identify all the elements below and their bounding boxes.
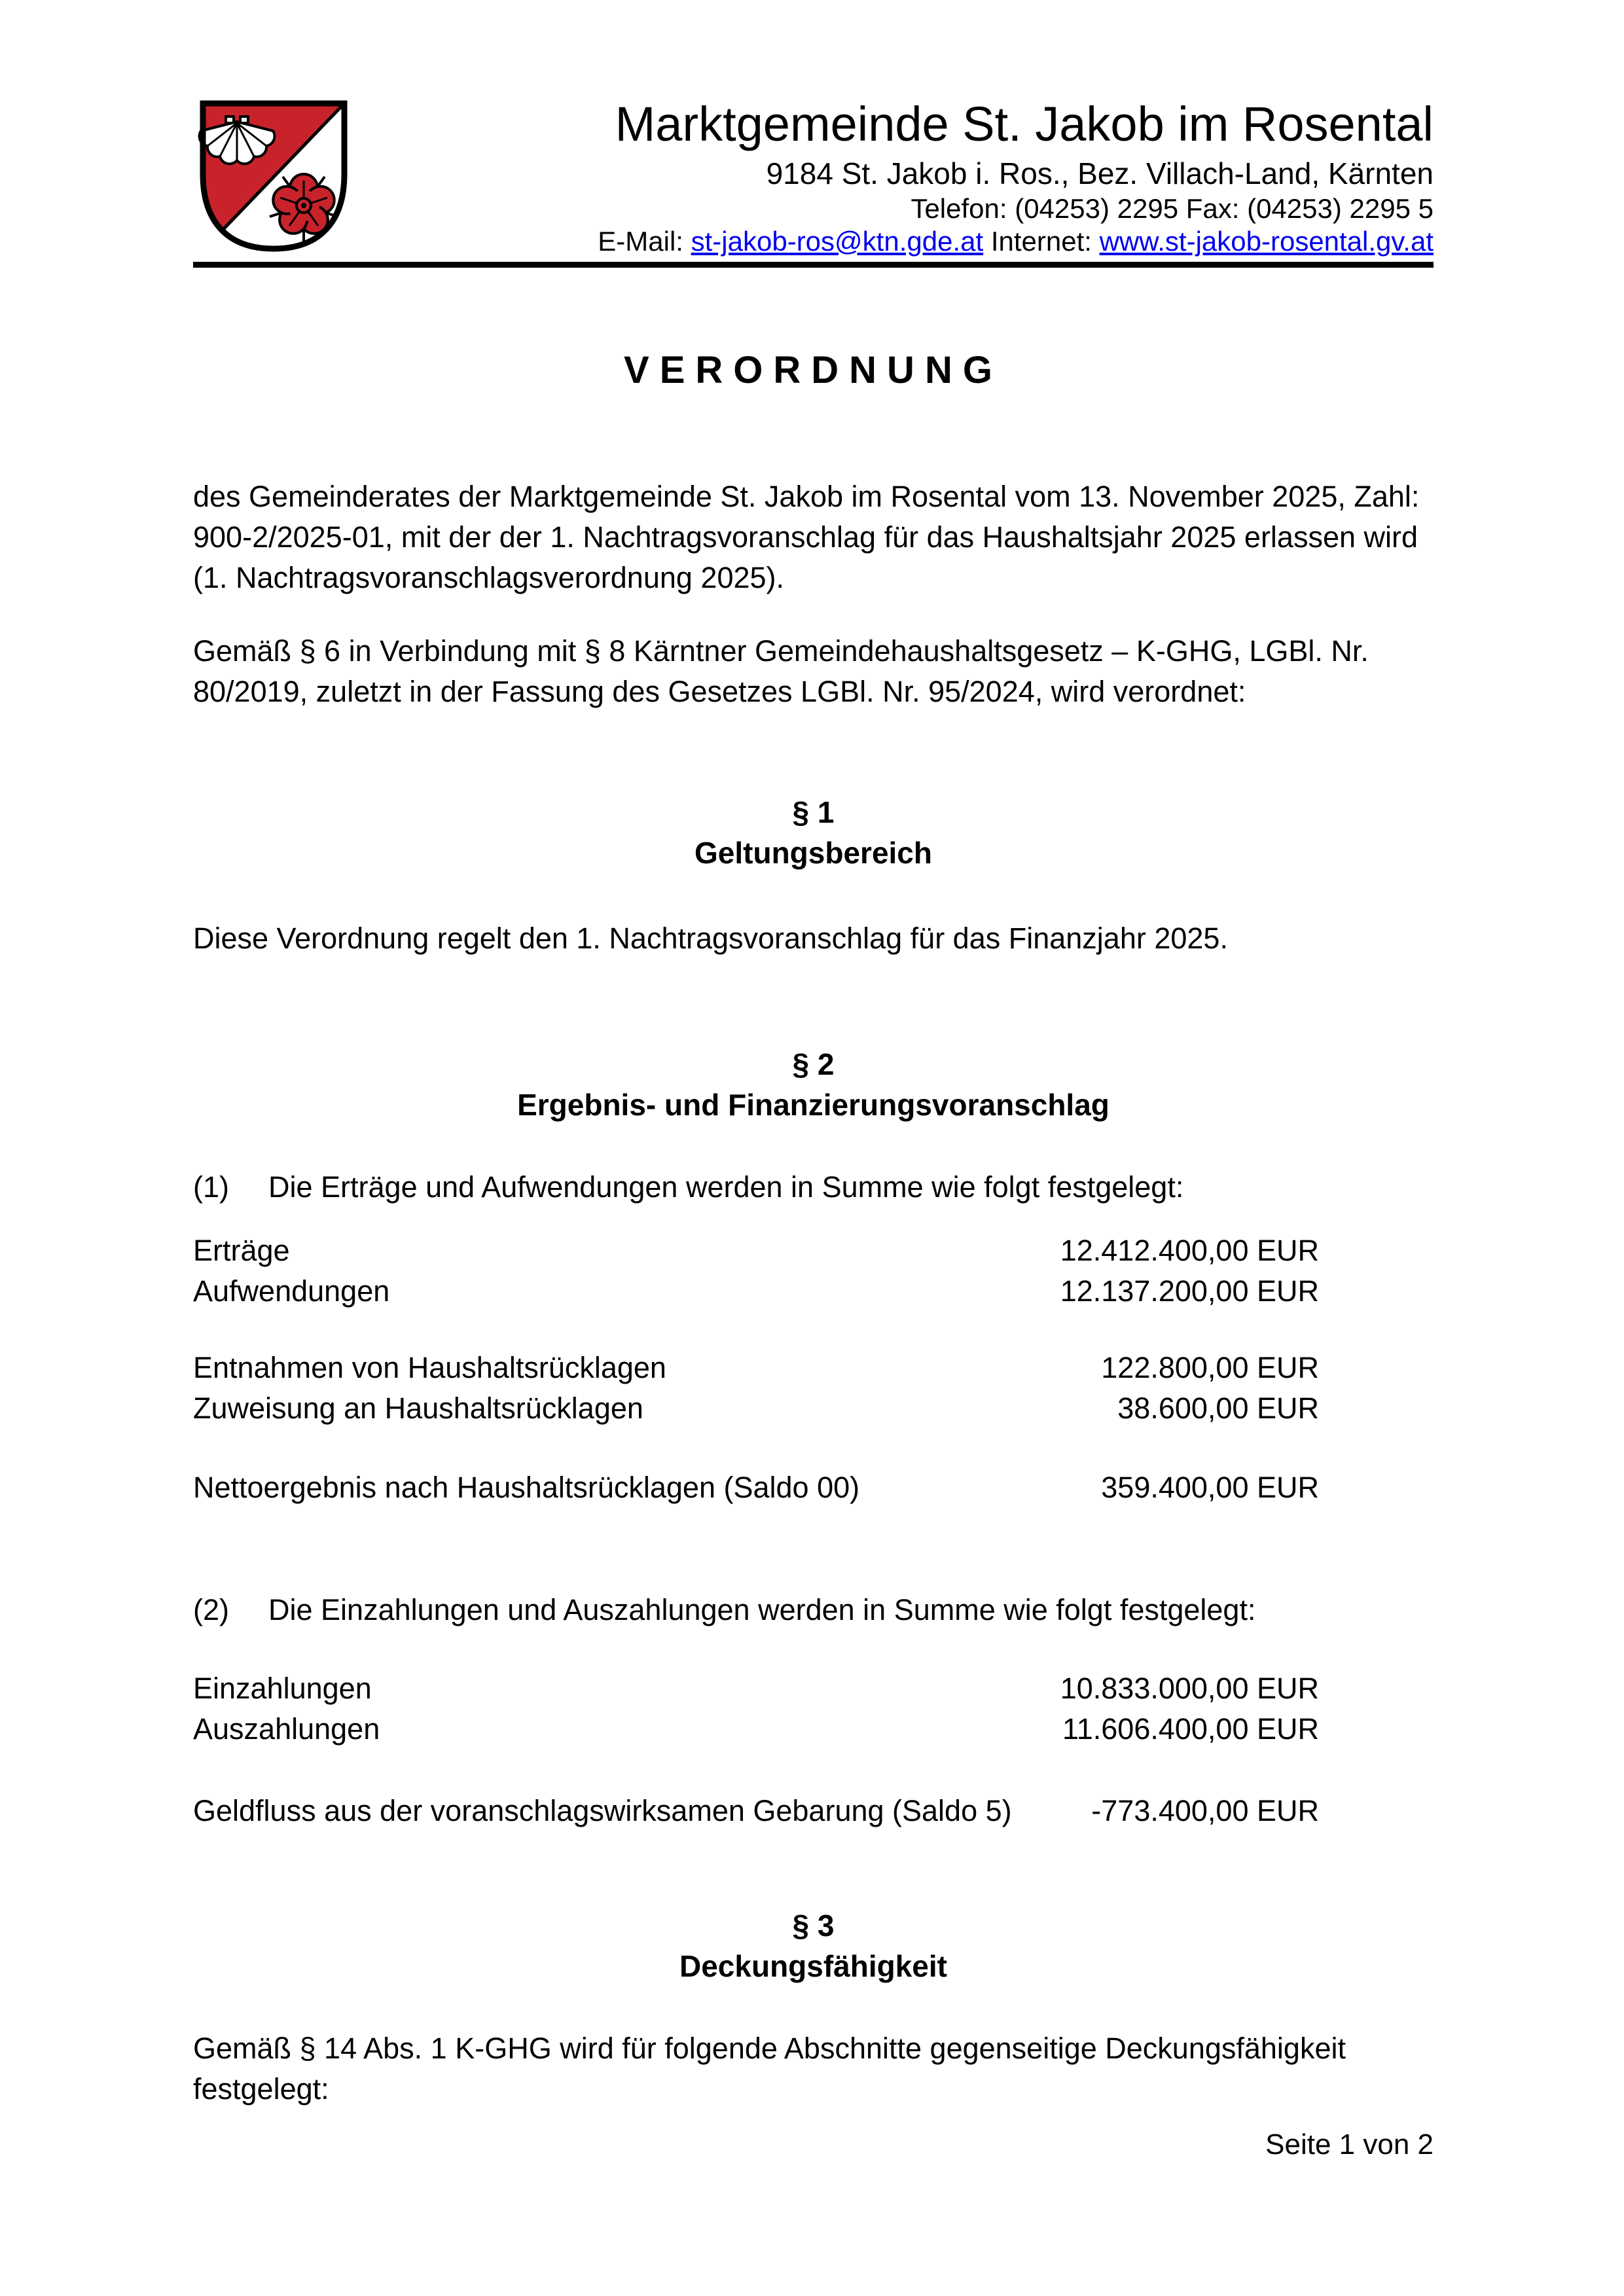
table-row	[193, 1271, 1434, 1312]
org-phone-fax: Telefon: (04253) 2295 Fax: (04253) 2295 5	[911, 193, 1434, 224]
row-label: Geldfluss aus der voranschlagswirksamen Gebarung (Saldo 5)	[193, 1794, 1012, 1827]
section-2-title: Ergebnis- und Finanzierungsvoranschlag	[517, 1088, 1110, 1122]
row-amount: 359.400,00 EUR	[1101, 1471, 1319, 1504]
section-1-number: § 1	[792, 795, 835, 829]
intro-paragraph-1-line: 900-2/2025-01, mit der der 1. Nachtragsvoranschlag für das Haushaltsjahr 2025 erlassen wird	[193, 520, 1418, 554]
internet-label: Internet:	[990, 226, 1100, 257]
section-2-number: § 2	[792, 1047, 835, 1081]
email-label: E-Mail:	[598, 226, 691, 257]
municipal-coat-of-arms-icon	[196, 97, 351, 257]
intro-paragraph-1-line: (1. Nachtragsvoranschlagsverordnung 2025).	[193, 561, 785, 594]
row-amount: 122.800,00 EUR	[1101, 1351, 1319, 1384]
row-amount: 12.412.400,00 EUR	[1060, 1234, 1319, 1267]
table-row	[193, 1791, 1434, 1831]
section-2-paragraph-2	[193, 1590, 1434, 1630]
section-3-body-line: Gemäß § 14 Abs. 1 K-GHG wird für folgende Abschnitte gegenseitige Deckungsfähigkeit	[193, 2032, 1346, 2065]
intro-paragraph-2	[193, 631, 1434, 712]
table-row	[193, 1467, 1434, 1508]
row-label: Zuweisung an Haushaltsrücklagen	[193, 1391, 643, 1425]
org-contact-line	[193, 225, 1434, 258]
row-label: Einzahlungen	[193, 1672, 372, 1705]
page-number: Seite 1 von 2	[1265, 2128, 1434, 2161]
table-row	[193, 1230, 1434, 1271]
intro-paragraph-1	[193, 476, 1434, 598]
table-row	[193, 1348, 1434, 1388]
financial-table-2	[193, 1668, 1434, 1831]
website-link[interactable]: www.st-jakob-rosental.gv.at	[1099, 226, 1434, 257]
table-row	[193, 1709, 1434, 1749]
paragraph-text: Die Erträge und Aufwendungen werden in Summe wie folgt festgelegt:	[268, 1170, 1184, 1204]
section-3-body-line: festgelegt:	[193, 2072, 329, 2106]
section-3-title: Deckungsfähigkeit	[679, 1949, 947, 1983]
intro-paragraph-1-line: des Gemeinderates der Marktgemeinde St. Jakob im Rosental vom 13. November 2025, Zahl:	[193, 480, 1420, 513]
document-title: VERORDNUNG	[624, 349, 1003, 391]
section-3-number: § 3	[792, 1909, 835, 1943]
section-3-body	[193, 2028, 1434, 2109]
header-rule	[193, 262, 1434, 268]
org-name: Marktgemeinde St. Jakob im Rosental	[615, 97, 1434, 151]
table-row	[193, 1388, 1434, 1429]
row-amount: 12.137.200,00 EUR	[1060, 1274, 1319, 1308]
row-label: Nettoergebnis nach Haushaltsrücklagen (Saldo 00)	[193, 1471, 860, 1504]
row-amount: -773.400,00 EUR	[1091, 1794, 1319, 1827]
email-link[interactable]: st-jakob-ros@ktn.gde.at	[691, 226, 984, 257]
paragraph-text: Die Einzahlungen und Auszahlungen werden in Summe wie folgt festgelegt:	[268, 1593, 1256, 1626]
intro-paragraph-2-line: Gemäß § 6 in Verbindung mit § 8 Kärntner Gemeindehaushaltsgesetz – K-GHG, LGBl. Nr.	[193, 634, 1369, 668]
row-amount: 38.600,00 EUR	[1117, 1391, 1319, 1425]
row-amount: 10.833.000,00 EUR	[1060, 1672, 1319, 1705]
row-label: Erträge	[193, 1234, 290, 1267]
section-3-heading	[193, 1905, 1434, 1986]
org-address: 9184 St. Jakob i. Ros., Bez. Villach-Land, Kärnten	[766, 156, 1434, 190]
section-2-paragraph-1	[193, 1167, 1434, 1208]
section-2-heading	[193, 1044, 1434, 1125]
table-row	[193, 1668, 1434, 1709]
row-label: Auszahlungen	[193, 1712, 380, 1746]
row-label: Entnahmen von Haushaltsrücklagen	[193, 1351, 666, 1384]
row-label: Aufwendungen	[193, 1274, 390, 1308]
financial-table-1	[193, 1230, 1434, 1508]
section-1-body: Diese Verordnung regelt den 1. Nachtragsvoranschlag für das Finanzjahr 2025.	[193, 922, 1228, 955]
paragraph-number: (1)	[193, 1170, 229, 1204]
paragraph-number: (2)	[193, 1593, 229, 1626]
row-amount: 11.606.400,00 EUR	[1062, 1712, 1319, 1746]
section-1-title: Geltungsbereich	[695, 836, 932, 870]
intro-paragraph-2-line: 80/2019, zuletzt in der Fassung des Gesetzes LGBl. Nr. 95/2024, wird verordnet:	[193, 675, 1246, 708]
letterhead	[193, 0, 1434, 258]
section-1-heading	[193, 792, 1434, 873]
